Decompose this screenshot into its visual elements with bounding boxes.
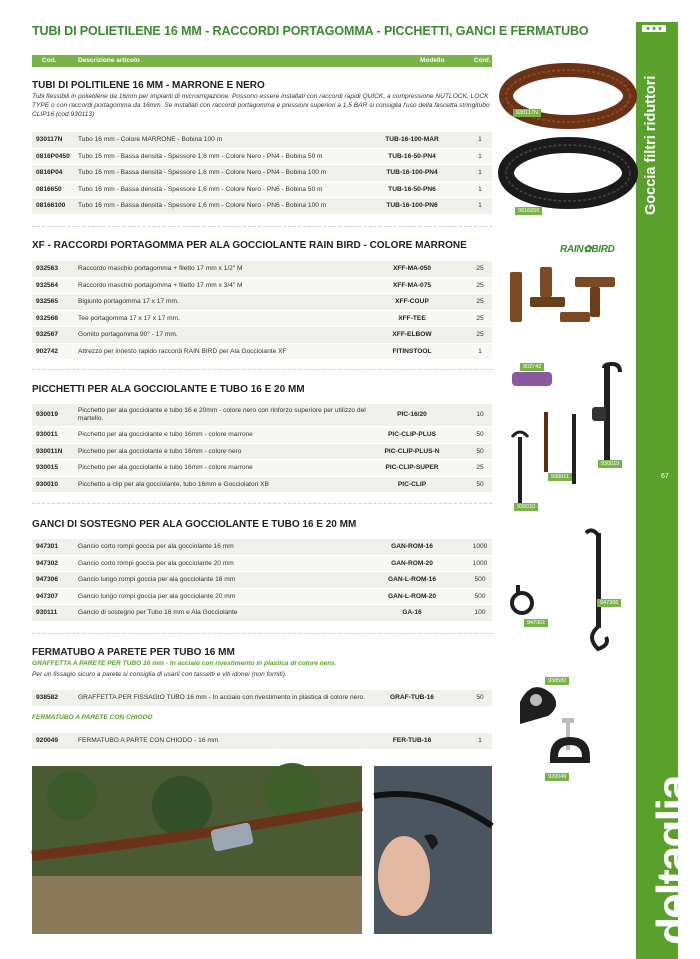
- product-code: 932564: [36, 281, 59, 289]
- product-model: GAN-L-ROM-16: [388, 576, 436, 583]
- product-code: 947301: [36, 543, 59, 550]
- product-pack: 10: [476, 411, 484, 418]
- product-description: Gancio corto rompi goccia per ala gocciolante 16 mm: [78, 543, 234, 550]
- table-graffetta: [32, 690, 492, 707]
- header-cod: Cod.: [42, 57, 57, 64]
- product-images-tubi: [498, 58, 638, 218]
- product-pack: 1: [478, 185, 482, 193]
- divider: [32, 369, 492, 370]
- header-conf: Conf.: [474, 57, 491, 64]
- xf-fittings-image: [500, 262, 632, 332]
- section-title-xf: XF - RACCORDI PORTAGOMMA PER ALA GOCCIOLANTE RAIN BIRD - COLORE MARRONE: [32, 240, 467, 251]
- table-row: [32, 427, 492, 444]
- product-pack: 50: [476, 447, 484, 455]
- product-pack: 25: [476, 464, 484, 471]
- table-ganci: [32, 539, 492, 622]
- section-title-picchetti: PICCHETTI PER ALA GOCCIOLANTE E TUBO 16 E 20 MM: [32, 384, 305, 395]
- image-tag: 947306: [597, 599, 621, 607]
- product-pack: 25: [476, 298, 484, 305]
- product-model: XFF-MA-050: [392, 265, 432, 272]
- product-pack: 100: [474, 609, 486, 616]
- section-subtitle-chiodo: FERMATUBO A PARETE CON CHIODO: [32, 714, 153, 721]
- product-model: GAN-L-ROM-20: [388, 592, 436, 600]
- image-tag: 947301: [524, 619, 548, 627]
- product-code: 930117N: [36, 136, 63, 143]
- table-row: [32, 132, 492, 149]
- product-description: Picchetto per ala gocciolante e tubo 16 e 20mm - colore nero con rinforzo superiore per utilizzo del martello.: [78, 407, 366, 422]
- product-model: PIC-CLIP-PLUS: [388, 431, 436, 438]
- product-description: Picchetto per ala gocciolante e tubo 16mm - colore nero: [78, 447, 242, 455]
- image-tag: 930011: [548, 473, 572, 481]
- section-note: Per un fissagio sicuro a parete si consiglia di usarli con tassetti e viti idonei (non forniti).: [32, 671, 287, 678]
- product-model: GAN-ROM-20: [391, 559, 433, 567]
- product-code: 930011: [36, 431, 58, 438]
- product-model: GA-16: [402, 609, 422, 616]
- product-pack: 500: [474, 592, 486, 600]
- product-description: Raccordo maschio portagomma + filetto 17 mm x 1/2" M: [78, 265, 243, 272]
- product-pack: 50: [476, 480, 484, 488]
- table-row: [32, 477, 492, 494]
- table-row: [32, 198, 492, 215]
- product-model: TUB-16-100-MAR: [385, 136, 439, 143]
- product-model: FITINSTOOL: [392, 347, 432, 355]
- product-pack: 1000: [472, 543, 488, 550]
- product-description: Raccordo maschio portagomma + filetto 17 mm x 3/4" M: [78, 281, 243, 289]
- product-model: TUB-16-50-PN4: [388, 152, 436, 160]
- product-code: 947307: [36, 592, 59, 600]
- image-tag: 920049: [545, 773, 569, 781]
- garden-photo: [32, 766, 362, 934]
- product-model: GAN-ROM-16: [391, 543, 433, 550]
- image-tag: 0816650: [515, 207, 542, 215]
- product-code: 932567: [36, 331, 59, 338]
- wall-clip-photo: [374, 766, 492, 934]
- product-model: XFF-COUP: [395, 298, 429, 305]
- image-tag: 930019: [598, 460, 622, 468]
- product-pack: 1: [478, 202, 482, 209]
- product-code: 930015: [36, 464, 59, 471]
- product-description: FERMATUBO A PARTE CON CHIODO - 16 mm: [78, 737, 219, 744]
- product-code: 930011N: [36, 447, 63, 455]
- header-desc: Descrizione articolo: [78, 57, 140, 64]
- table-row: [32, 690, 492, 707]
- divider: [32, 226, 492, 227]
- product-pack: 1: [478, 347, 482, 355]
- table-row: [32, 182, 492, 199]
- product-model: PIC-CLIP-PLUS-N: [384, 447, 440, 455]
- product-code: 930111: [36, 609, 58, 616]
- table-tubi: [32, 132, 492, 215]
- product-description: Picchetto a clip per ala gocciolante, tubo 16mm e Gocciolatori XB: [78, 480, 269, 488]
- image-tag: 930117N: [513, 109, 541, 117]
- table-row: [32, 261, 492, 278]
- product-code: 947306: [36, 576, 59, 583]
- table-picchetti: [32, 404, 492, 493]
- product-description: Tubo 16 mm - Colore MARRONE - Bobina 100 m: [78, 136, 223, 143]
- section-title-fermatubo: FERMATUBO A PARETE PER TUBO 16 MM: [32, 647, 235, 658]
- product-pack: 1000: [472, 559, 488, 567]
- product-description: Picchetto per ala gocciolante e tubo 16mm - colore marrone: [78, 464, 253, 471]
- product-code: 947302: [36, 559, 59, 567]
- table-row: [32, 539, 492, 556]
- product-pack: 50: [476, 431, 484, 438]
- product-description: Tubo 16 mm - Bassa densità - Spessore 1,6 mm - Colore Nero - PN4 - Bobina 50 m: [78, 152, 323, 160]
- rainbird-logo: RAIN✿BIRD: [560, 244, 615, 255]
- product-description: Tubo 16 mm - Bassa densità - Spessore 1,6 mm - Colore Nero - PN4 - Bobina 100 m: [78, 169, 327, 176]
- product-description: Gancio corto rompi goccia per ala gocciolante 20 mm: [78, 559, 234, 567]
- image-tag: 902742: [520, 363, 544, 371]
- product-pack: 1: [478, 136, 482, 143]
- product-description: Tubo 16 mm - Bassa densità - Spessore 1,6 mm - Colore Nero - PN6 - Bobina 100 m: [78, 202, 327, 209]
- section-intro-tubi: Tubi flessibili in polietilene da 16mm per impianti di microirrigazione. Possono essere installati con raccordi rapidi QUICK, a compressione NUTLOCK, LOCK TYPE o con raccordi portagomma da 16mm. Se installati con raccordi portagomma e pressioni superiori a 1,5 BAR si consiglia l'uso della fascetta stringitubo CLIP16 (cod.930113): [32, 93, 490, 118]
- product-pack: 25: [476, 331, 484, 338]
- product-code: 0816P0450: [36, 152, 70, 160]
- table-row: [32, 294, 492, 311]
- product-code: 932566: [36, 314, 59, 322]
- product-pack: 25: [476, 314, 484, 322]
- table-xf: [32, 261, 492, 360]
- product-description: Gancio lungo rompi goccia per ala gocciolante 16 mm: [78, 576, 236, 583]
- product-code: 902742: [36, 347, 59, 355]
- product-description: Bigiunto portagomma 17 x 17 mm.: [78, 298, 179, 305]
- product-pack: 1: [478, 152, 482, 160]
- table-row: [32, 589, 492, 606]
- image-tag: 938582: [545, 677, 569, 685]
- table-row: [32, 278, 492, 295]
- table-row: [32, 149, 492, 166]
- table-row: [32, 572, 492, 589]
- product-description: Gomito portagomma 90° - 17 mm.: [78, 331, 178, 338]
- ganci-image: [500, 525, 636, 670]
- table-row: [32, 327, 492, 344]
- product-code: 08166100: [36, 202, 66, 209]
- product-code: 938582: [36, 694, 59, 701]
- product-pack: 1: [478, 737, 482, 744]
- product-pack: 25: [476, 265, 484, 272]
- product-pack: 500: [474, 576, 486, 583]
- section-subtitle-graffetta: GRAFFETTA A PARETE PER TUBO 16 mm - In acciaio con rivestimento in plastica di colore nero.: [32, 660, 336, 667]
- product-pack: 25: [476, 281, 484, 289]
- product-code: 932565: [36, 298, 59, 305]
- product-code: 0816650: [36, 185, 62, 193]
- product-model: XFF-ELBOW: [392, 331, 432, 338]
- product-description: Picchetto per ala gocciolante e tubo 16mm - colore marrone: [78, 431, 253, 438]
- image-tag: 930010: [514, 503, 538, 511]
- product-description: Gancio di sostegno per Tubo 16 mm e Ala Gocciolante: [78, 609, 238, 616]
- product-model: FER-TUB-16: [392, 737, 432, 744]
- product-model: TUB-16-50-PN6: [388, 185, 436, 193]
- table-header: [32, 55, 492, 67]
- table-chiodo: [32, 733, 492, 750]
- table-row: [32, 344, 492, 361]
- product-description: GRAFFETTA PER FISSAGIO TUBO 16 mm - In acciaio con rivestimento in plastica di colore nero.: [78, 694, 366, 701]
- table-row: [32, 311, 492, 328]
- table-row: [32, 165, 492, 182]
- page-number: 67: [661, 473, 669, 480]
- section-title-ganci: GANCI DI SOSTEGNO PER ALA GOCCIOLANTE E TUBO 16 E 20 MM: [32, 519, 357, 530]
- product-code: 930010: [36, 480, 59, 488]
- sidebar-icon: [642, 22, 666, 34]
- product-model: TUB-16-100-PN6: [386, 202, 438, 209]
- product-model: PIC-16/20: [397, 411, 427, 418]
- table-row: [32, 444, 492, 461]
- product-model: PIC-CLIP-SUPER: [385, 464, 439, 471]
- black-coil-image: [506, 145, 630, 201]
- table-row: [32, 460, 492, 477]
- table-row: [32, 404, 492, 427]
- product-model: TUB-16-100-PN4: [386, 169, 438, 176]
- page-title: TUBI DI POLIETILENE 16 MM - RACCORDI PORTAGOMMA - PICCHETTI, GANCI E FERMATUBO: [32, 24, 589, 38]
- product-code: 920049: [36, 737, 59, 744]
- product-code: 0816P04: [36, 169, 63, 176]
- product-pack: 1: [478, 169, 482, 176]
- product-pack: 50: [476, 694, 484, 701]
- product-code: 932563: [36, 265, 59, 272]
- section-title-tubi: TUBI DI POLITILENE 16 MM - MARRONE E NERO: [32, 80, 265, 91]
- product-description: Attrezzo per innesto rapido raccordi RAIN BIRD per Ala Gocciolante XF: [78, 347, 287, 355]
- header-model: Modello: [420, 57, 445, 64]
- product-code: 930019: [36, 411, 59, 418]
- table-row: [32, 605, 492, 622]
- product-model: GRAF-TUB-16: [390, 694, 434, 701]
- product-description: Gancio lungo rompi goccia per ala gocciolante 20 mm: [78, 592, 236, 600]
- product-model: PIC-CLIP: [397, 480, 427, 488]
- divider: [32, 633, 492, 634]
- product-description: Tubo 16 mm - Bassa densità - Spessore 1,6 mm - Colore Nero - PN6 - Bobina 50 m: [78, 185, 323, 193]
- product-description: Tee portagomma 17 x 17 x 17 mm.: [78, 314, 180, 322]
- product-model: XFF-TEE: [398, 314, 426, 322]
- product-model: XFF-MA-075: [392, 281, 432, 289]
- table-row: [32, 733, 492, 750]
- table-row: [32, 556, 492, 573]
- divider: [32, 503, 492, 504]
